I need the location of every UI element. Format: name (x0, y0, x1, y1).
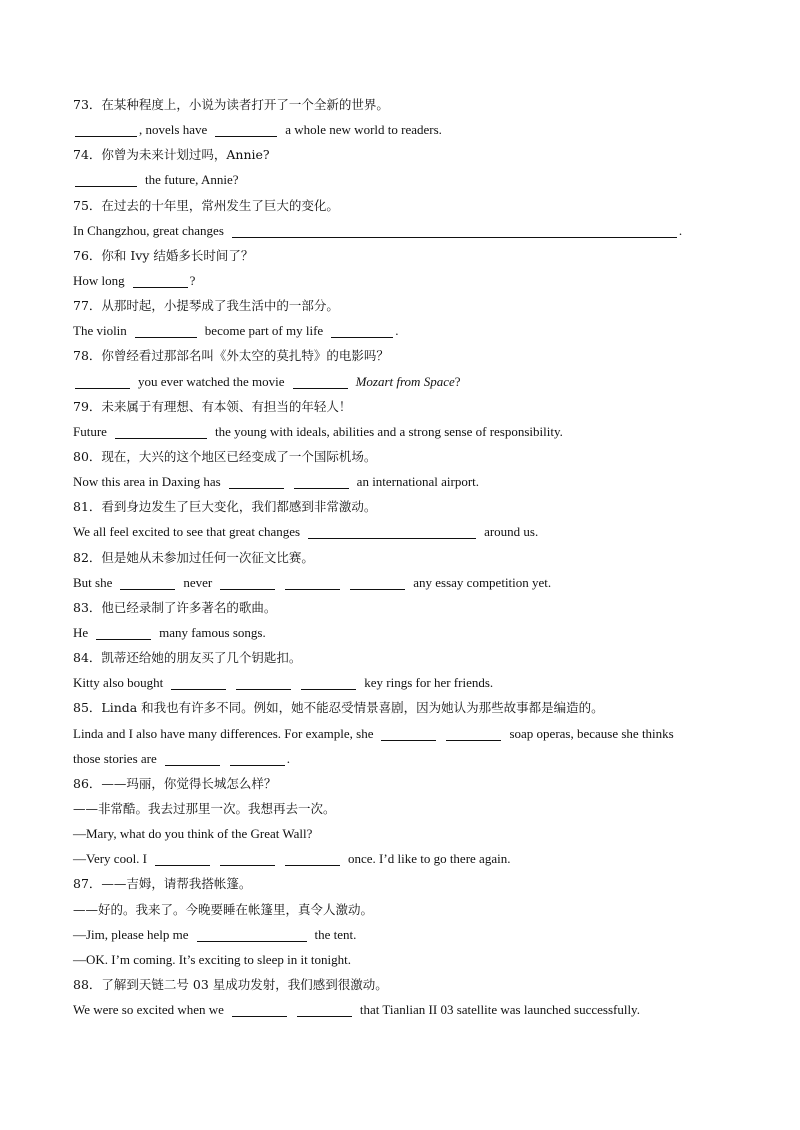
answer-blank[interactable] (215, 122, 277, 137)
q84-chinese: 84．凯蒂还给她的朋友买了几个钥匙扣。 (73, 650, 302, 666)
answer-blank[interactable] (155, 851, 210, 866)
q84-english: Kitty also bought key rings for her friends. (73, 675, 494, 691)
answer-blank[interactable] (294, 474, 349, 489)
answer-blank[interactable] (381, 726, 436, 741)
q83-english: He many famous songs. (73, 624, 266, 640)
answer-blank[interactable] (220, 575, 275, 590)
q86-chinese-1: 86．——玛丽，你觉得长城怎么样？ (73, 775, 277, 791)
answer-blank[interactable] (133, 273, 188, 288)
answer-blank[interactable] (220, 851, 275, 866)
q85-chinese: 85．Linda 和我也有许多不同。例如，她不能忍受情景喜剧，因为她认为那些故事都是编造的。 (73, 700, 604, 716)
answer-blank[interactable] (301, 675, 356, 690)
q73-chinese: 73．在某种程度上，小说为读者打开了一个全新的世界。 (73, 97, 389, 112)
answer-blank[interactable] (115, 424, 207, 439)
answer-blank[interactable] (285, 851, 340, 866)
q86-english-2: —Very cool. I once. I’d like to go there again. (73, 851, 511, 867)
answer-blank[interactable] (135, 323, 197, 338)
q87-chinese-2: ——好的。我来了。今晚要睡在帐篷里，真令人激动。 (73, 901, 374, 917)
q88-chinese: 88．了解到天链二号 03 星成功发射，我们感到很激动。 (73, 976, 388, 992)
answer-blank[interactable] (285, 575, 340, 590)
movie-title: Mozart from Space (355, 373, 455, 389)
answer-blank[interactable] (229, 474, 284, 489)
answer-blank[interactable] (75, 122, 137, 137)
answer-blank[interactable] (96, 625, 151, 640)
q79-english: Future the young with ideals, abilities and a strong sense of responsibility. (73, 423, 563, 439)
q77-english: The violin become part of my life . (73, 323, 399, 339)
q78-english: you ever watched the movie Mozart from Space? (73, 369, 733, 394)
answer-blank[interactable] (197, 927, 307, 942)
q88-english: We were so excited when we that Tianlian II 03 satellite was launched successfully. (73, 1002, 640, 1018)
q85-english-1: Linda and I also have many differences. For example, she soap operas, because she thinks (73, 725, 674, 741)
answer-blank[interactable] (236, 675, 291, 690)
answer-blank[interactable] (331, 323, 393, 338)
answer-blank[interactable] (171, 675, 226, 690)
q78-chinese: 78．你曾经看过那部名叫《外太空的莫扎特》的电影吗？ (73, 348, 389, 364)
q81-chinese: 81．看到身边发生了巨大变化，我们都感到非常激动。 (73, 499, 377, 515)
answer-blank[interactable] (165, 751, 220, 766)
q80-chinese: 80．现在，大兴的这个地区已经变成了一个国际机场。 (73, 448, 377, 464)
q81-english: We all feel excited to see that great changes around us. (73, 524, 539, 540)
q79-chinese: 79．未来属于有理想、有本领、有担当的年轻人！ (73, 398, 352, 414)
answer-blank[interactable] (75, 374, 130, 389)
q87-chinese-1: 87．——吉姆，请帮我搭帐篷。 (73, 876, 252, 892)
answer-blank[interactable] (350, 575, 405, 590)
answer-blank[interactable] (308, 524, 476, 539)
q82-chinese: 82．但是她从未参加过任何一次征文比赛。 (73, 549, 314, 565)
q75-chinese: 75．在过去的十年里，常州发生了巨大的变化。 (73, 197, 339, 213)
q85-english-2: those stories are . (73, 750, 291, 766)
q76-english: How long ? (73, 272, 196, 288)
q80-english: Now this area in Daxing has an international airport. (73, 474, 480, 490)
answer-blank[interactable] (446, 726, 501, 741)
answer-blank[interactable] (232, 1002, 287, 1017)
answer-blank[interactable] (293, 374, 348, 389)
q86-chinese-2: ——非常酷。我去过那里一次。我想再去一次。 (73, 800, 336, 816)
answer-blank[interactable] (230, 751, 285, 766)
exercise-sheet (73, 92, 733, 1022)
answer-blank[interactable] (232, 223, 677, 238)
q74-chinese: 74．你曾为未来计划过吗，Annie? (73, 147, 270, 163)
q76-chinese: 76．你和 Ivy 结婚多长时间了？ (73, 247, 254, 263)
q86-english-1: —Mary, what do you think of the Great Wall? (73, 826, 313, 842)
q87-english-2: —OK. I’m coming. It’s exciting to sleep in it tonight. (73, 951, 352, 967)
q73-english: , novels have a whole new world to readers. (73, 117, 733, 142)
q82-english: But she never any essay competition yet. (73, 574, 552, 590)
q83-chinese: 83．他已经录制了许多著名的歌曲。 (73, 599, 277, 615)
answer-blank[interactable] (297, 1002, 352, 1017)
answer-blank[interactable] (120, 575, 175, 590)
q74-english: the future, Annie? (73, 167, 733, 192)
answer-blank[interactable] (75, 172, 137, 187)
q77-chinese: 77．从那时起，小提琴成了我生活中的一部分。 (73, 298, 339, 314)
q75-english: In Changzhou, great changes . (73, 222, 683, 238)
q87-english-1: —Jim, please help me the tent. (73, 926, 357, 942)
